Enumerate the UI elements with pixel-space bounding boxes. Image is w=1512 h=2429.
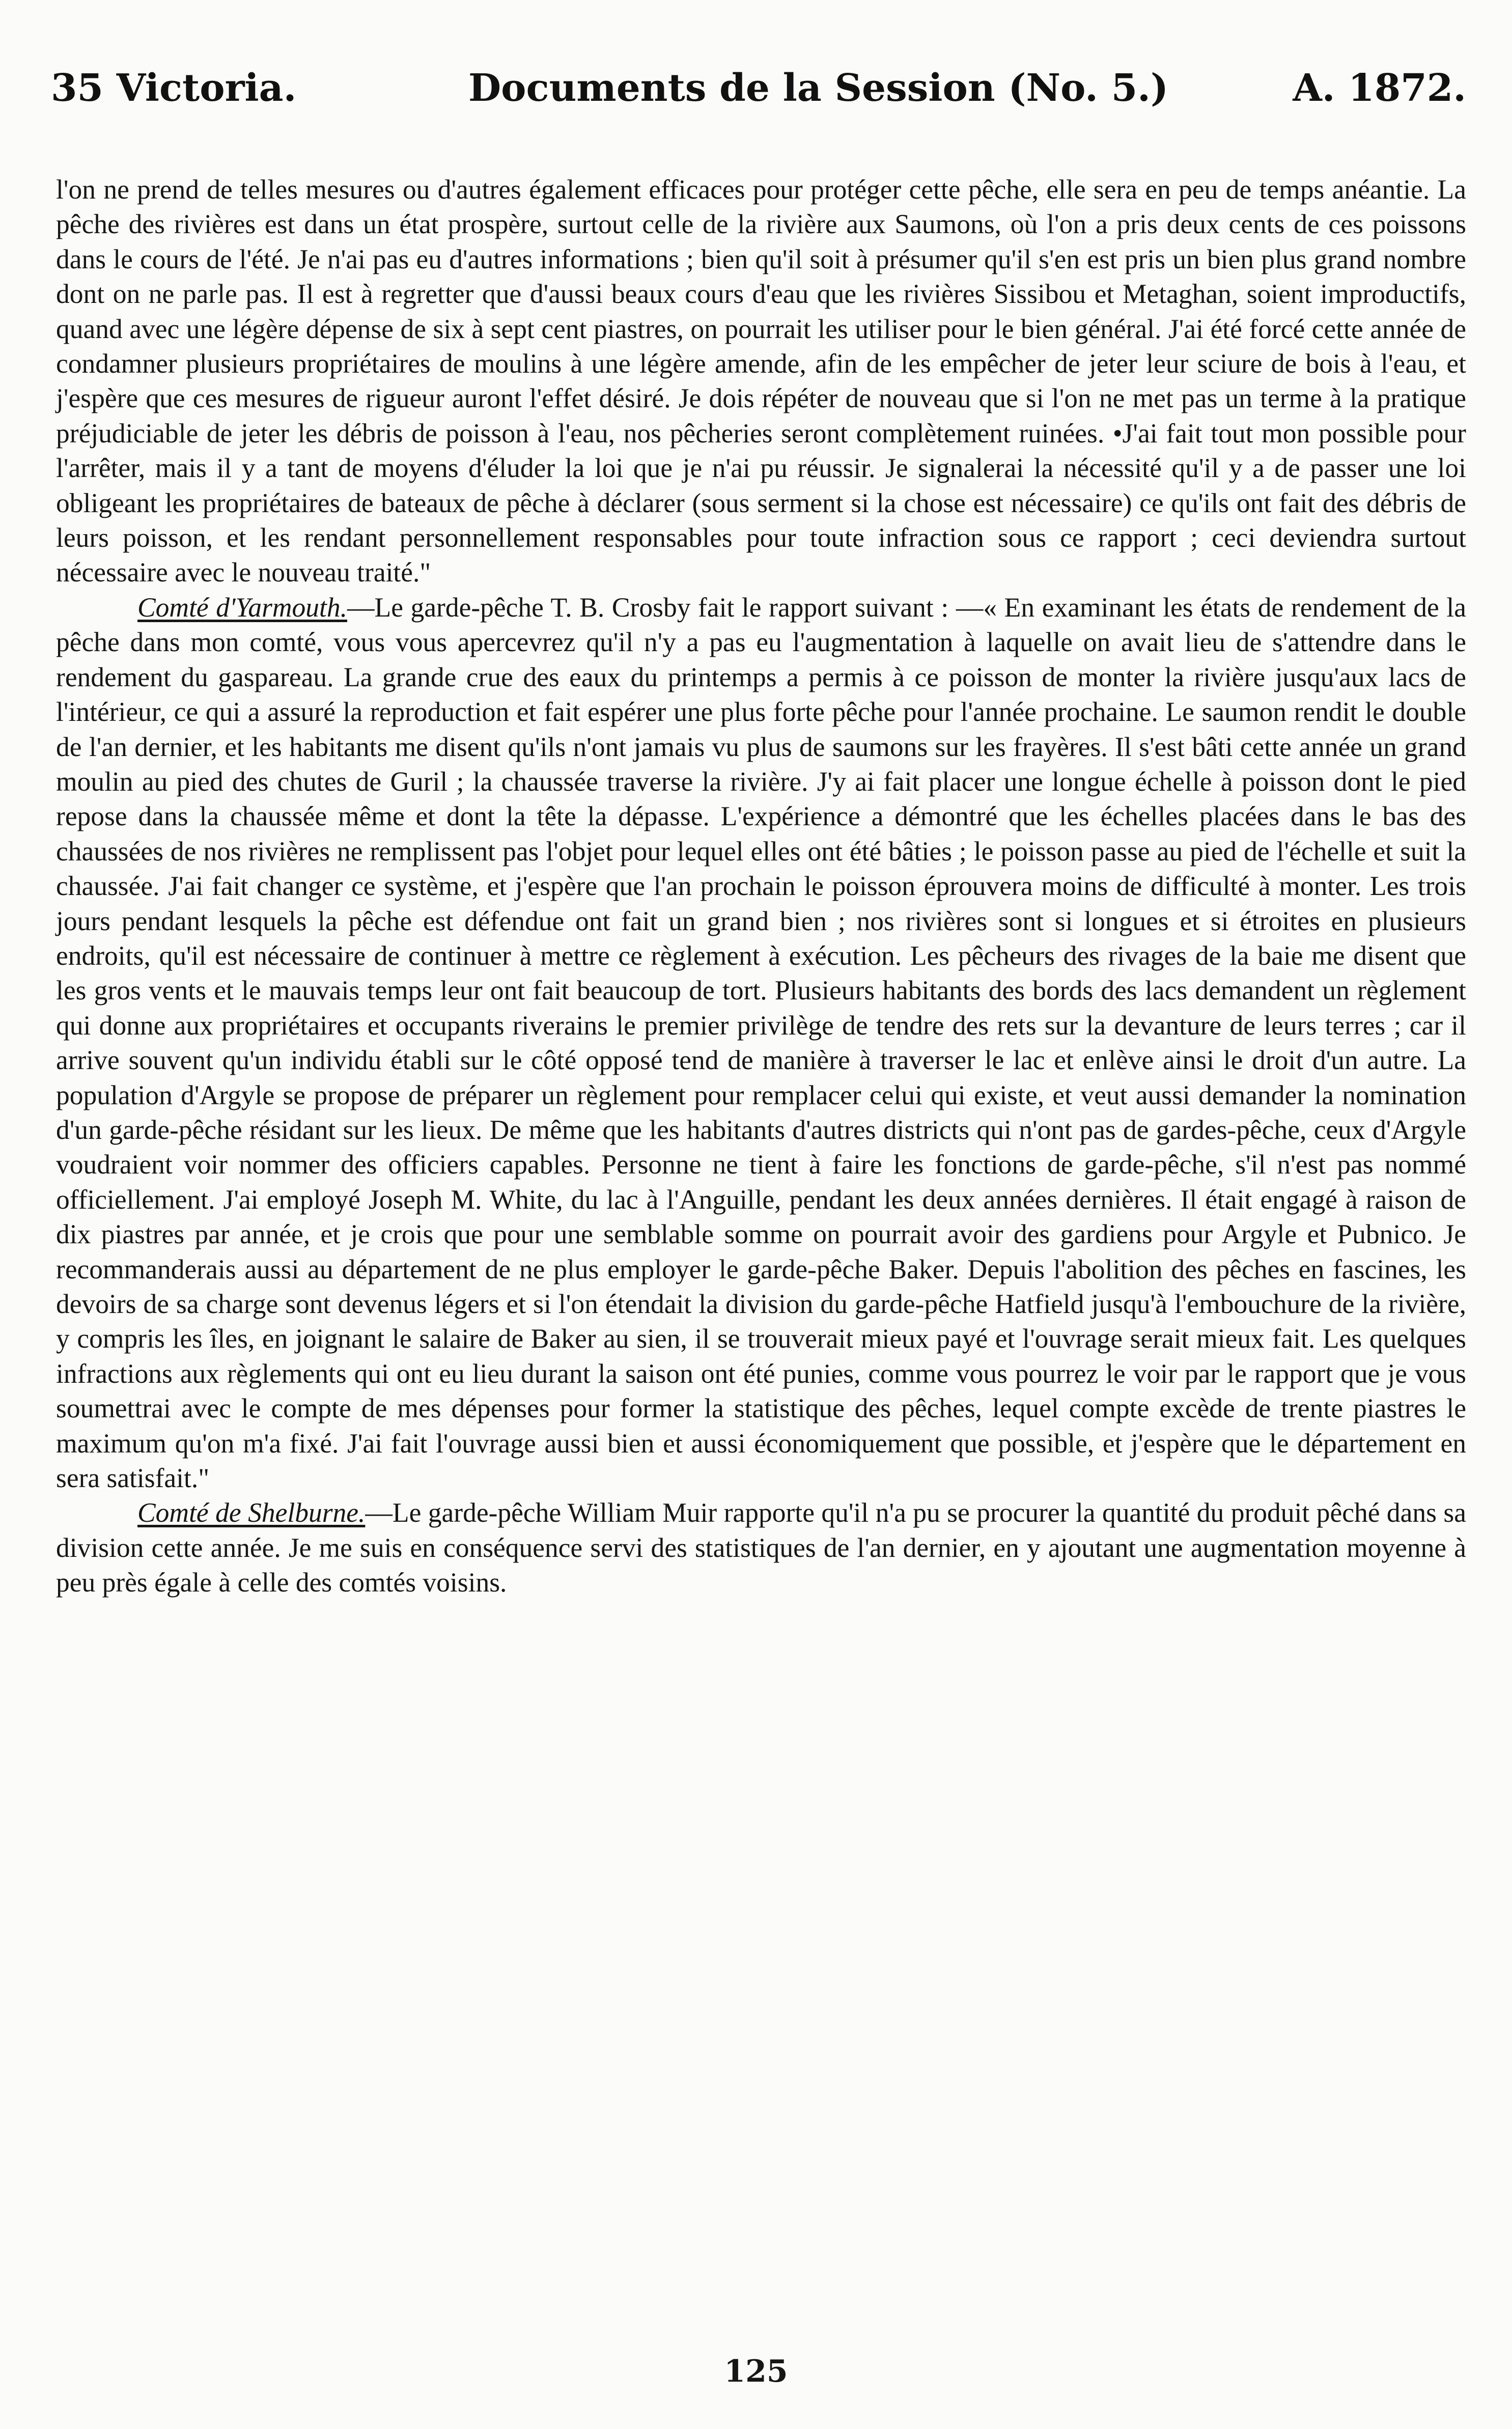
county-heading: Comté de Shelburne.	[137, 1497, 366, 1528]
body-text	[56, 172, 1466, 1600]
page-header	[51, 66, 1466, 122]
header-session-year: 35 Victoria.	[51, 66, 297, 110]
paragraph-yarmouth	[56, 590, 1466, 1496]
paragraph-text: l'on ne prend de telles mesures ou d'autres également efficaces pour protéger cette pêche, elle sera en peu de temps anéantie. La pêche des rivières est dans un état prospère, surtout celle de la rivière aux Saumons, où l'on a pris deux cents de ces poissons dans le cours de l'été. Je n'ai pas eu d'autres informations ; bien qu'il soit à présumer qu'il s'en est pris un bien plus grand nombre dont on ne parle pas. Il est à regretter que d'aussi beaux cours d'eau que les rivières Sissibou et Metaghan, soient improductifs, quand avec une légère dépense de six à sept cent piastres, on pourrait les utiliser pour le bien général. J'ai été forcé cette année de condamner plusieurs propriétaires de moulins à une légère amende, afin de les empêcher de jeter leur sciure de bois à l'eau, et j'espère que ces mesures de rigueur auront l'effet désiré. Je dois répéter de nouveau que si l'on ne met pas un terme à la pratique préjudiciable de jeter les débris de poisson à l'eau, nos pêcheries seront complètement ruinées. •J'ai fait tout mon possible pour l'arrêter, mais il y a tant de moyens d'éluder la loi que je n'ai pu réussir. Je signalerai la nécessité qu'il y a de passer une loi obligeant les propriétaires de bateaux de pêche à déclarer (sous serment si la chose est nécessaire) ce qu'ils ont fait des débris de leurs poisson, et les rendant personnellement responsables pour toute infraction sous ce rapport ; ceci deviendra surtout nécessaire avec le nouveau traité."	[56, 174, 1466, 588]
paragraph-text: —Le garde-pêche T. B. Crosby fait le rapport suivant : —« En examinant les états de rendement de la pêche dans mon comté, vous vous apercevrez qu'il n'y a pas eu l'augmentation à laquelle on avait lieu de s'attendre dans le rendement du gaspareau. La grande crue des eaux du printemps a permis à ce poisson de monter la rivière jusqu'aux lacs de l'intérieur, ce qui a assuré la reproduction et fait espérer une plus forte pêche pour l'année prochaine. Le saumon rendit le double de l'an dernier, et les habitants me disent qu'ils n'ont jamais vu plus de saumons sur les frayères. Il s'est bâti cette année un grand moulin au pied des chutes de Guril ; la chaussée traverse la rivière. J'y ai fait placer une longue échelle à poisson dont le pied repose dans la chaussée même et dont la tête la dépasse. L'expérience a démontré que les échelles placées dans le bas des chaussées de nos rivières ne remplissent pas l'objet pour lequel elles ont été bâties ; le poisson passe au pied de l'échelle et suit la chaussée. J'ai fait changer ce système, et j'espère que l'an prochain le poisson éprouvera moins de difficulté à monter. Les trois jours pendant lesquels la pêche est défendue ont fait un grand bien ; nos rivières sont si longues et si étroites en plusieurs endroits, qu'il est nécessaire de continuer à mettre ce règlement à exécution. Les pêcheurs des rivages de la baie me disent que les gros vents et le mauvais temps leur ont fait beaucoup de tort. Plusieurs habitants des bords des lacs demandent un règlement qui donne aux propriétaires et occupants riverains le premier privilège de tendre des rets sur la devanture de leurs terres ; car il arrive souvent qu'un individu établi sur le côté opposé tend de manière à traverser le lac et enlève ainsi le droit d'un autre. La population d'Argyle se propose de préparer un règlement pour remplacer celui qui existe, et veut aussi demander la nomination d'un garde-pêche résidant sur les lieux. De même que les habitants d'autres districts qui n'ont pas de gardes-pêche, ceux d'Argyle voudraient voir nommer des officiers capables. Personne ne tient à faire les fonctions de garde-pêche, s'il n'est pas nommé officiellement. J'ai employé Joseph M. White, du lac à l'Anguille, pendant les deux années dernières. Il était engagé à raison de dix piastres par année, et je crois que pour une semblable somme on pourrait avoir des gardiens pour Argyle et Pubnico. Je recommanderais aussi au département de ne plus employer le garde-pêche Baker. Depuis l'abolition des pêches en fascines, les devoirs de sa charge sont devenus légers et si l'on étendait la division du garde-pêche Hatfield jusqu'à l'embouchure de la rivière, y compris les îles, en joignant le salaire de Baker au sien, il se trouverait mieux payé et l'ouvrage serait mieux fait. Les quelques infractions aux règlements qui ont eu lieu durant la saison ont été punies, comme vous pourrez le voir par le rapport que je vous soumettrai avec le compte de mes dépenses pour former la statistique des pêches, lequel compte excède de trente piastres le maximum qu'on m'a fixé. J'ai fait l'ouvrage aussi bien et aussi économiquement que possible, et j'espère que le département en sera satisfait."	[56, 592, 1466, 1494]
header-title: Documents de la Session (No. 5.)	[468, 66, 1168, 110]
header-year: A. 1872.	[1293, 66, 1466, 110]
paragraph-text: —Le garde-pêche William Muir rapporte qu'il n'a pu se procurer la quantité du produit pêché dans sa division cette année. Je me suis en conséquence servi des statistiques de l'an dernier, en y ajoutant une augmentation moyenne à peu près égale à celle des comtés voisins.	[56, 1497, 1466, 1598]
paragraph-shelburne	[56, 1495, 1466, 1600]
paragraph-continuation	[56, 172, 1466, 590]
page-number: 125	[724, 2354, 788, 2389]
county-heading: Comté d'Yarmouth.	[137, 592, 348, 623]
